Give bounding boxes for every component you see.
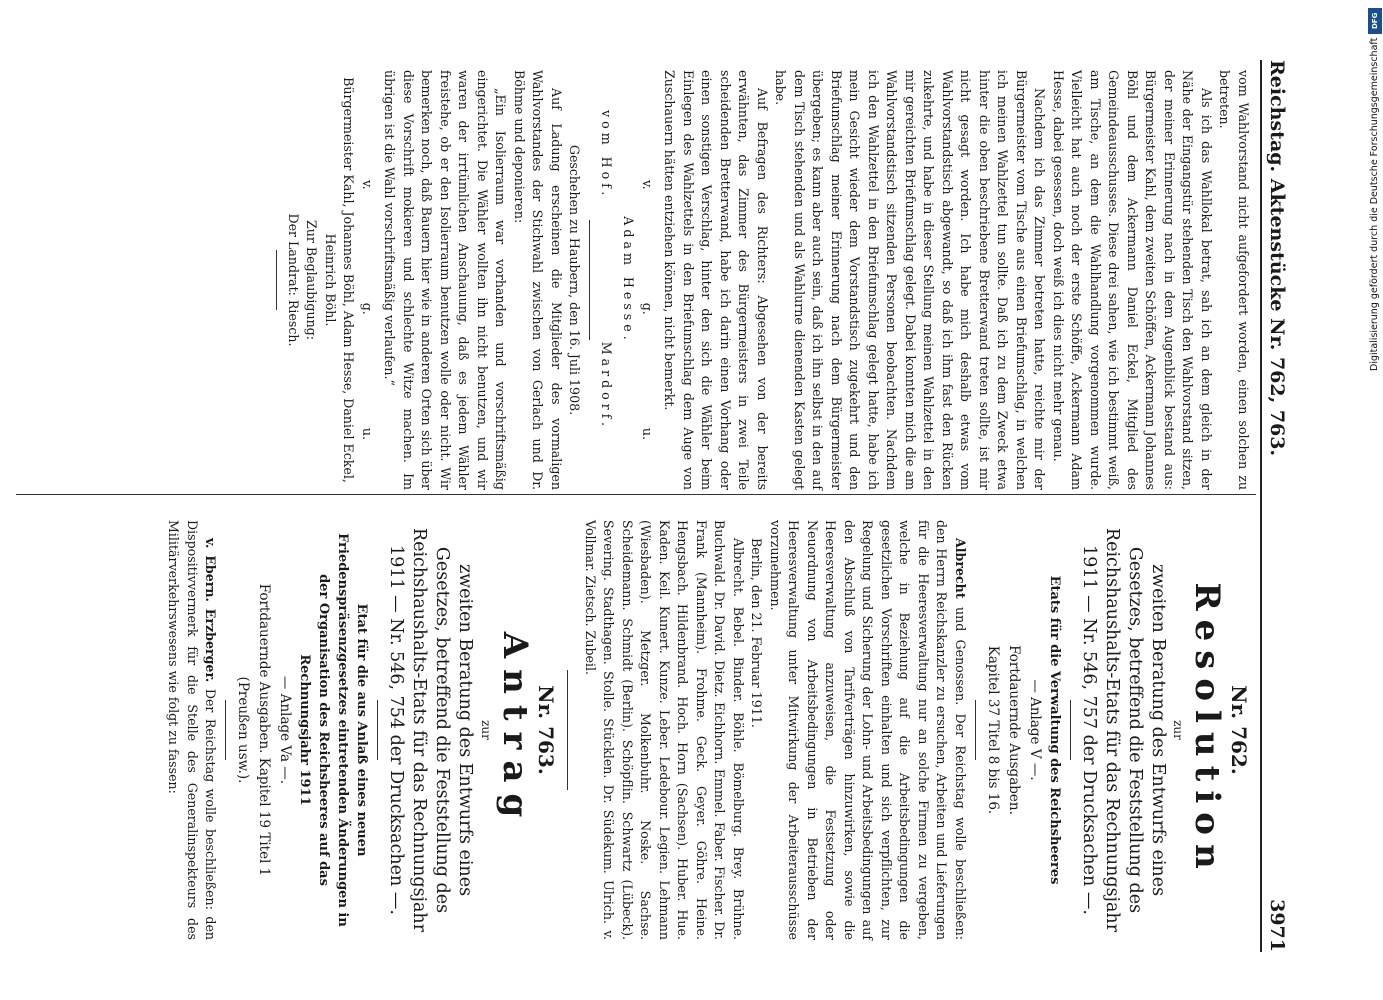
paragraph: Als ich das Wahllokal betrat, sah ich an dem gleich in der Nähe der Eingangstür stehenden Tisch den Wahlvorstand sitzen, der meiner Erinnerung nach in dem Augenblick bestand aus: Bürgermeister Kahl, dem zweiten Schöffen, Ackermann Johannes Böhl und dem Ackermann Daniel Eckel, Mitglied des Gemeindeausschusses. Diese drei sahen, wie ich bestimmt weiß, am Tische, an dem die Wahlhandlung vorgenommen wurde. Vielleicht hat auch noch der erste Schöffe, Ackermann Adam Hesse, dabei gesessen, doch weiß ich dies nicht mehr genau. <box>1051 70 1214 490</box>
paragraph: vom Wahlvorstand nicht aufgefordert worden, einen solchen zu betreten. <box>1217 70 1251 490</box>
motion-date: Berlin, den 21. Februar 1911. <box>749 538 765 728</box>
motion-text: Der Reichstag wolle beschließen: den Dispositivvermerk für die Stelle des Generalinspekteurs des Militärverkehrswesens wie folgt zu fassen: <box>166 520 219 941</box>
document-heading: zweiten Beratung des Entwurfs eines Gesetzes, betreffend die Feststellung des Reichshaushalts-Etats für das Rechnungsjahr 1911 — Nr. 546, 757 der Drucksachen —. <box>1079 527 1168 933</box>
etat-heading: Etats für die Verwaltung des Reichsheeres <box>1047 575 1062 885</box>
dfg-margin <box>1368 8 1382 988</box>
motion-lead: Albrecht <box>953 538 968 599</box>
vgu-row <box>638 70 657 490</box>
official-name: vom Hof. <box>599 110 614 200</box>
motion-lead: v. Ebern. Erzberger. <box>203 538 219 683</box>
document-heading: zweiten Beratung des Entwurfs eines Gesetzes, betreffend die Feststellung des Reichshaushalts-Etats für das Rechnungsjahr 1911 — Nr. 546, 754 der Drucksachen —. <box>386 527 476 933</box>
running-head: Reichstag. Aktenstücke Nr. 762, 763. <box>1266 60 1288 457</box>
separator-rule <box>590 220 591 340</box>
document-762 <box>581 520 1249 940</box>
document-number: Nr. 762. <box>1227 685 1251 775</box>
ausgaben: Fortdauernde Ausgaben. Kapitel 19 Titel 1 <box>256 583 273 877</box>
landrat: Der Landrat: Riesch. <box>286 213 301 347</box>
paragraph: Auf Befragen des Richters: Abgesehen von der bereits erwähnten, das Zimmer des Bürgermeisters in zwei Teile scheidenden Bretterwand, habe ich darin einen Vorhang oder einen sonstigen Verschlag, hinter den sich die Wähler beim Einlegen des Wahlzettels in den Briefumschlag dem Auge von Zuschauern hätten entziehen können, nicht bemerkt. <box>662 70 770 490</box>
column-divider <box>16 494 1256 495</box>
digitization-note: Digitalisierung gefördert durch die Deutsche Forschungsgemeinschaft <box>1369 38 1380 372</box>
zur-label: zur <box>1171 720 1186 740</box>
vgu-g: g. <box>360 302 375 315</box>
paragraph: „Ein Isolierraum war vorhanden und vorschriftsmäßig eingerichtet. Die Wähler wollten ihn nicht benutzen, und wir waren der irrtümlichen Anschauung, daß es jedem Wähler freistehe, ob er den Isolierraum benutzen wolle oder nicht. Wir bemerken noch, daß Bauern hier wie in anderen Orten sich über diese Vorschrift mokieren und schlechte Witze machen. Im übrigen ist die Wahl vorschriftsmäßig verlaufen.“ <box>382 70 509 490</box>
certification: Zur Beglaubigung: <box>304 220 320 340</box>
page-header <box>1260 60 1290 952</box>
preussen: (Preußen usw.). <box>235 676 252 784</box>
separator-rule <box>1070 700 1071 760</box>
motion-body <box>766 520 970 940</box>
vgu-g: g. <box>640 302 655 315</box>
left-column <box>22 70 1252 490</box>
vgu-row <box>358 70 377 490</box>
document-763 <box>164 520 559 941</box>
vgu-u: u. <box>360 427 375 440</box>
place-date: Geschehen zu Haubern, den 16. Juli 1908. <box>567 144 583 416</box>
motion-body <box>164 520 220 940</box>
right-column <box>22 520 1252 940</box>
motion-text: und Genossen. Der Reichstag wolle beschließen: den Herrn Reichskanzler zu ersuchen, Arbeiten und Lieferungen für die Heeresverwaltung nur an solche Firmen zu vergeben, welche in Beziehung auf die Arbeitsbedingungen die gesetzlichen Vorschriften einhalten und sich verpflichten, zur Regelung und Sicherung der Lohn- und Arbeitsbedingungen auf den Abschluß von Tarifverträgen hinzuwirken, sowie die Heeresverwaltung anzuweisen, die Festsetzung oder Neuordnung von Arbeitsbedingungen in Betrieben der Heeresverwaltung unter Mitwirkung der Arbeiterausschüsse vorzunehmen. <box>768 520 968 940</box>
vgu-v: v. <box>640 180 655 190</box>
dfg-logo: DFG <box>1368 8 1382 34</box>
kapitel: Kapitel 37 Titel 8 bis 16. <box>985 645 1001 815</box>
paragraph: Nachdem ich das Zimmer betreten hatte, reichte mir der Bürgermeister vom Tische aus einen Briefumschlag, in welchen ich meinen Wahlzettel tun sollte. Daß ich zu dem Zweck etwa hinter die oben beschriebene Bretterwand treten sollte, ist mir nicht gesagt worden. Ich habe mich deshalb etwas vom Wahlvorstandstisch abgewandt, so daß ich ihm fast den Rücken zukehrte, und habe in dieser Stellung meinen Wahlzettel in den mir gereichten Briefumschlag gelegt. Dabei konnten mich die am Wahlvorstandstisch sitzenden Personen beobachten. Nachdem ich den Wahlzettel in den Briefumschlag gelegt hatte, habe ich mein Gesicht wieder dem Vorstandstisch zugekehrt und den Briefumschlag meiner Erinnerung nach dem Bürgermeister übergeben; es kann aber auch sein, daß ich ihn selbst in den auf dem Tisch stehenden und als Wahlurne dienenden Kasten gelegt habe. <box>773 70 1048 490</box>
vgu-u: u. <box>640 427 655 440</box>
anlage: — Anlage V —. <box>1027 679 1043 781</box>
etat-heading: Etat für die aus Anlaß eines neuen Friedenspräsenzgesetzes eintretenden Änderungen in der Organisation des Reichsheeres auf das Rechnungsjahr 1911 <box>297 533 370 927</box>
page-number: 3971 <box>1266 899 1288 952</box>
separator-rule <box>277 250 278 310</box>
anlage: — Anlage Va —. <box>277 675 294 785</box>
separator-rule <box>378 700 379 760</box>
document-type: Antrag <box>495 631 535 829</box>
signer-name: Adam Hesse. <box>621 216 637 344</box>
official-name: Mardorf. <box>599 341 614 430</box>
separator-rule <box>568 670 569 790</box>
vgu-v: v. <box>360 180 375 190</box>
officials-row <box>597 70 616 490</box>
paragraph: Auf Ladung erscheinen die Mitglieder des vormaligen Wahlvorstandes der Stichwahl zwischen von Gerlach und Dr. Böhme und deponieren: <box>512 70 564 490</box>
document-number: Nr. 763. <box>534 685 559 775</box>
document-type: Resolution <box>1187 582 1228 878</box>
signer-names: Bürgermeister Kahl, Johannes Böhl, Adam Hesse, Daniel Eckel, Heinrich Böhl. <box>323 77 357 483</box>
separator-rule <box>226 700 227 760</box>
zur-label: zur <box>479 720 493 740</box>
ausgaben: Fortdauernde Ausgaben. <box>1006 645 1022 815</box>
separator-rule <box>975 700 976 760</box>
signatories: Albrecht. Bebel. Binder. Böhle. Bömelburg. Brey. Brühne. Buchwald. Dr. David. Dietz. Eichhorn. Emmel. Faber. Fischer. Dr. Frank (Mannheim). Frohme. Geck. Geyer. Göhre. Heine. Hengsbach. Hildenbrand. Hoch. Horn (Sachsen). Huber. Hue. Kaden. Keil. Kunert. Kunze. Leber. Ledebour. Legien. Lehmann (Wiesbaden). Metzger. Molkenbuhr. Noske. Sachse. Scheidemann. Schmidt (Berlin). Schöpflin. Schwartz (Lübeck). Severing. Stadthagen. Stolle. Stücklen. Dr. Südekum. Ulrich. v. Vollmar. Zietsch. Zubeil. <box>583 520 746 940</box>
